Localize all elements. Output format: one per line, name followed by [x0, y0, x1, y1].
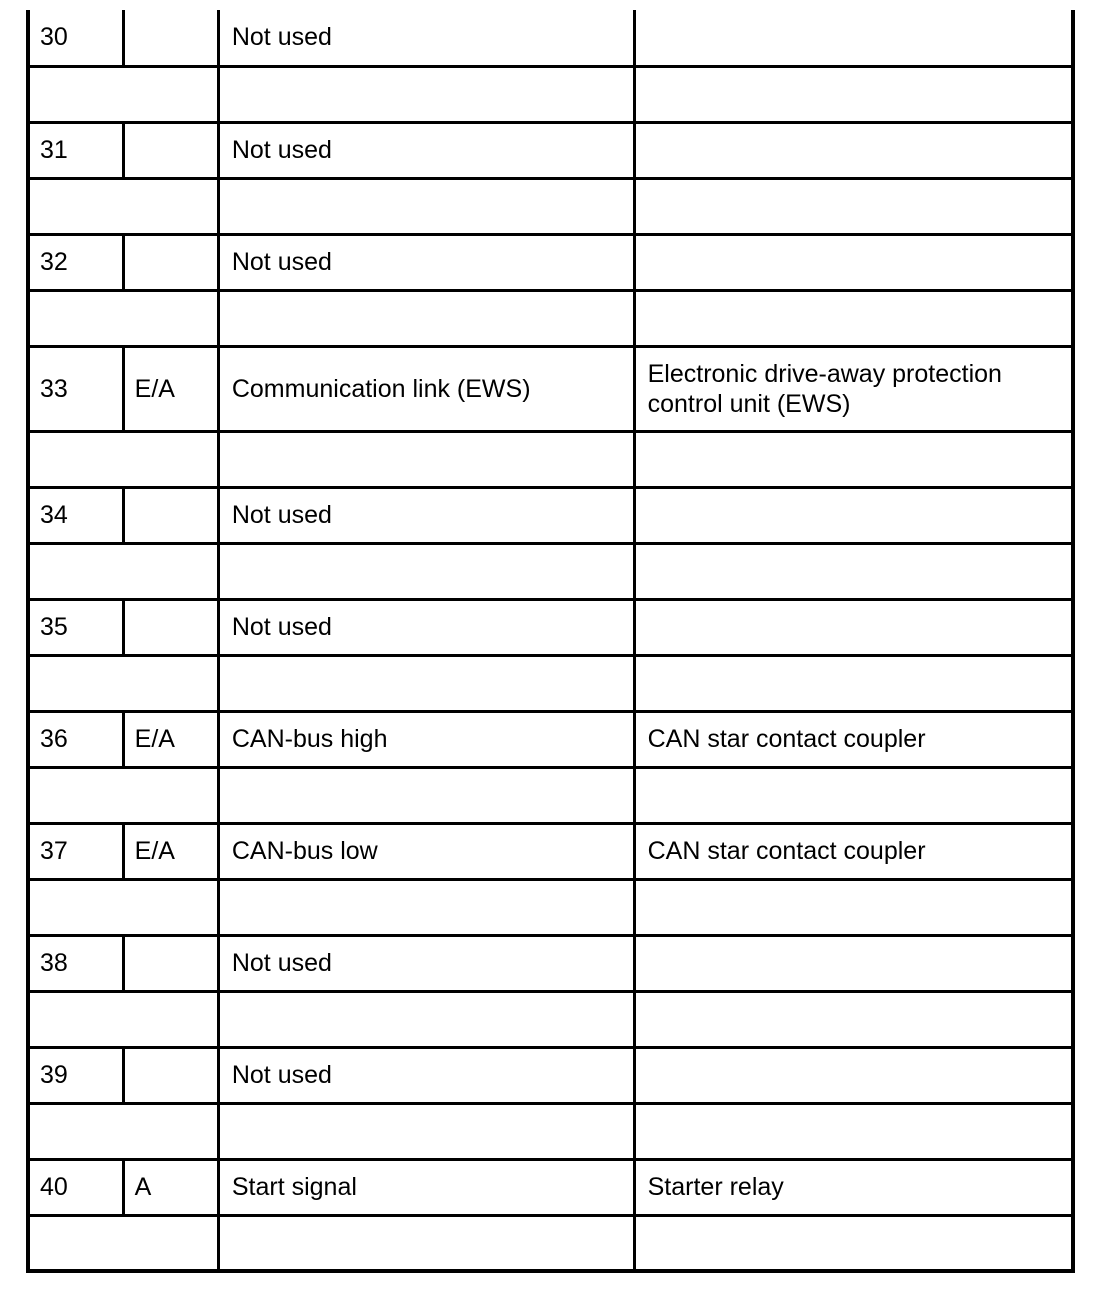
spacer-cell [218, 543, 634, 599]
signal-type-cell: E/A [123, 346, 218, 431]
pin-number-cell: 40 [28, 1159, 123, 1215]
spacer-cell [28, 66, 218, 122]
description-cell: Not used [218, 599, 634, 655]
table-row [28, 823, 1073, 879]
pin-number-cell: 34 [28, 487, 123, 543]
spacer-cell [28, 991, 218, 1047]
spacer-cell [634, 178, 1073, 234]
spacer-row [28, 431, 1073, 487]
target-component-cell: Starter relay [634, 1159, 1073, 1215]
spacer-cell [28, 290, 218, 346]
spacer-cell [218, 655, 634, 711]
description-cell: CAN-bus low [218, 823, 634, 879]
spacer-cell [28, 767, 218, 823]
target-component-cell [634, 234, 1073, 290]
spacer-cell [218, 178, 634, 234]
signal-type-cell: E/A [123, 823, 218, 879]
pin-number-cell: 36 [28, 711, 123, 767]
description-cell: Not used [218, 487, 634, 543]
table-row [28, 346, 1073, 431]
spacer-cell [28, 543, 218, 599]
spacer-cell [218, 66, 634, 122]
spacer-cell [634, 879, 1073, 935]
spacer-row [28, 1103, 1073, 1159]
target-component-cell [634, 599, 1073, 655]
spacer-cell [634, 543, 1073, 599]
description-cell: Not used [218, 234, 634, 290]
signal-type-cell: E/A [123, 711, 218, 767]
target-component-cell [634, 935, 1073, 991]
spacer-cell [218, 1215, 634, 1271]
spacer-cell [28, 178, 218, 234]
spacer-row [28, 879, 1073, 935]
pin-number-cell: 37 [28, 823, 123, 879]
pin-table-body [28, 10, 1073, 1271]
target-component-cell: Electronic drive-away protection control unit (EWS) [634, 346, 1073, 431]
pin-number-cell: 38 [28, 935, 123, 991]
spacer-cell [634, 1215, 1073, 1271]
spacer-row [28, 66, 1073, 122]
pin-number-cell: 33 [28, 346, 123, 431]
signal-type-cell [123, 1047, 218, 1103]
target-component-cell [634, 10, 1073, 66]
spacer-row [28, 655, 1073, 711]
table-row [28, 711, 1073, 767]
table-row [28, 234, 1073, 290]
spacer-cell [28, 1103, 218, 1159]
spacer-cell [218, 879, 634, 935]
spacer-row [28, 1215, 1073, 1271]
spacer-cell [634, 655, 1073, 711]
pin-number-cell: 31 [28, 122, 123, 178]
spacer-cell [218, 290, 634, 346]
description-cell: CAN-bus high [218, 711, 634, 767]
spacer-cell [634, 1103, 1073, 1159]
spacer-row [28, 767, 1073, 823]
table-row [28, 1159, 1073, 1215]
table-row [28, 122, 1073, 178]
pin-number-cell: 32 [28, 234, 123, 290]
table-row [28, 599, 1073, 655]
table-row [28, 10, 1073, 66]
spacer-cell [218, 767, 634, 823]
spacer-cell [28, 1215, 218, 1271]
spacer-cell [634, 431, 1073, 487]
spacer-cell [218, 431, 634, 487]
target-component-cell [634, 122, 1073, 178]
spacer-cell [634, 767, 1073, 823]
pin-assignment-table [26, 10, 1075, 1273]
description-cell: Communication link (EWS) [218, 346, 634, 431]
spacer-row [28, 290, 1073, 346]
signal-type-cell [123, 234, 218, 290]
spacer-cell [28, 879, 218, 935]
target-component-cell: CAN star contact coupler [634, 711, 1073, 767]
spacer-cell [28, 431, 218, 487]
table-row [28, 935, 1073, 991]
target-component-cell [634, 1047, 1073, 1103]
description-cell: Start signal [218, 1159, 634, 1215]
target-component-cell: CAN star contact coupler [634, 823, 1073, 879]
description-cell: Not used [218, 10, 634, 66]
spacer-cell [28, 655, 218, 711]
spacer-cell [218, 991, 634, 1047]
spacer-row [28, 991, 1073, 1047]
spacer-cell [634, 991, 1073, 1047]
signal-type-cell [123, 935, 218, 991]
signal-type-cell [123, 487, 218, 543]
signal-type-cell [123, 599, 218, 655]
signal-type-cell: A [123, 1159, 218, 1215]
description-cell: Not used [218, 122, 634, 178]
pin-number-cell: 30 [28, 10, 123, 66]
spacer-cell [634, 290, 1073, 346]
table-row [28, 487, 1073, 543]
spacer-row [28, 178, 1073, 234]
pin-number-cell: 39 [28, 1047, 123, 1103]
table-row [28, 1047, 1073, 1103]
signal-type-cell [123, 122, 218, 178]
spacer-cell [634, 66, 1073, 122]
signal-type-cell [123, 10, 218, 66]
description-cell: Not used [218, 1047, 634, 1103]
pin-number-cell: 35 [28, 599, 123, 655]
spacer-row [28, 543, 1073, 599]
spacer-cell [218, 1103, 634, 1159]
target-component-cell [634, 487, 1073, 543]
description-cell: Not used [218, 935, 634, 991]
